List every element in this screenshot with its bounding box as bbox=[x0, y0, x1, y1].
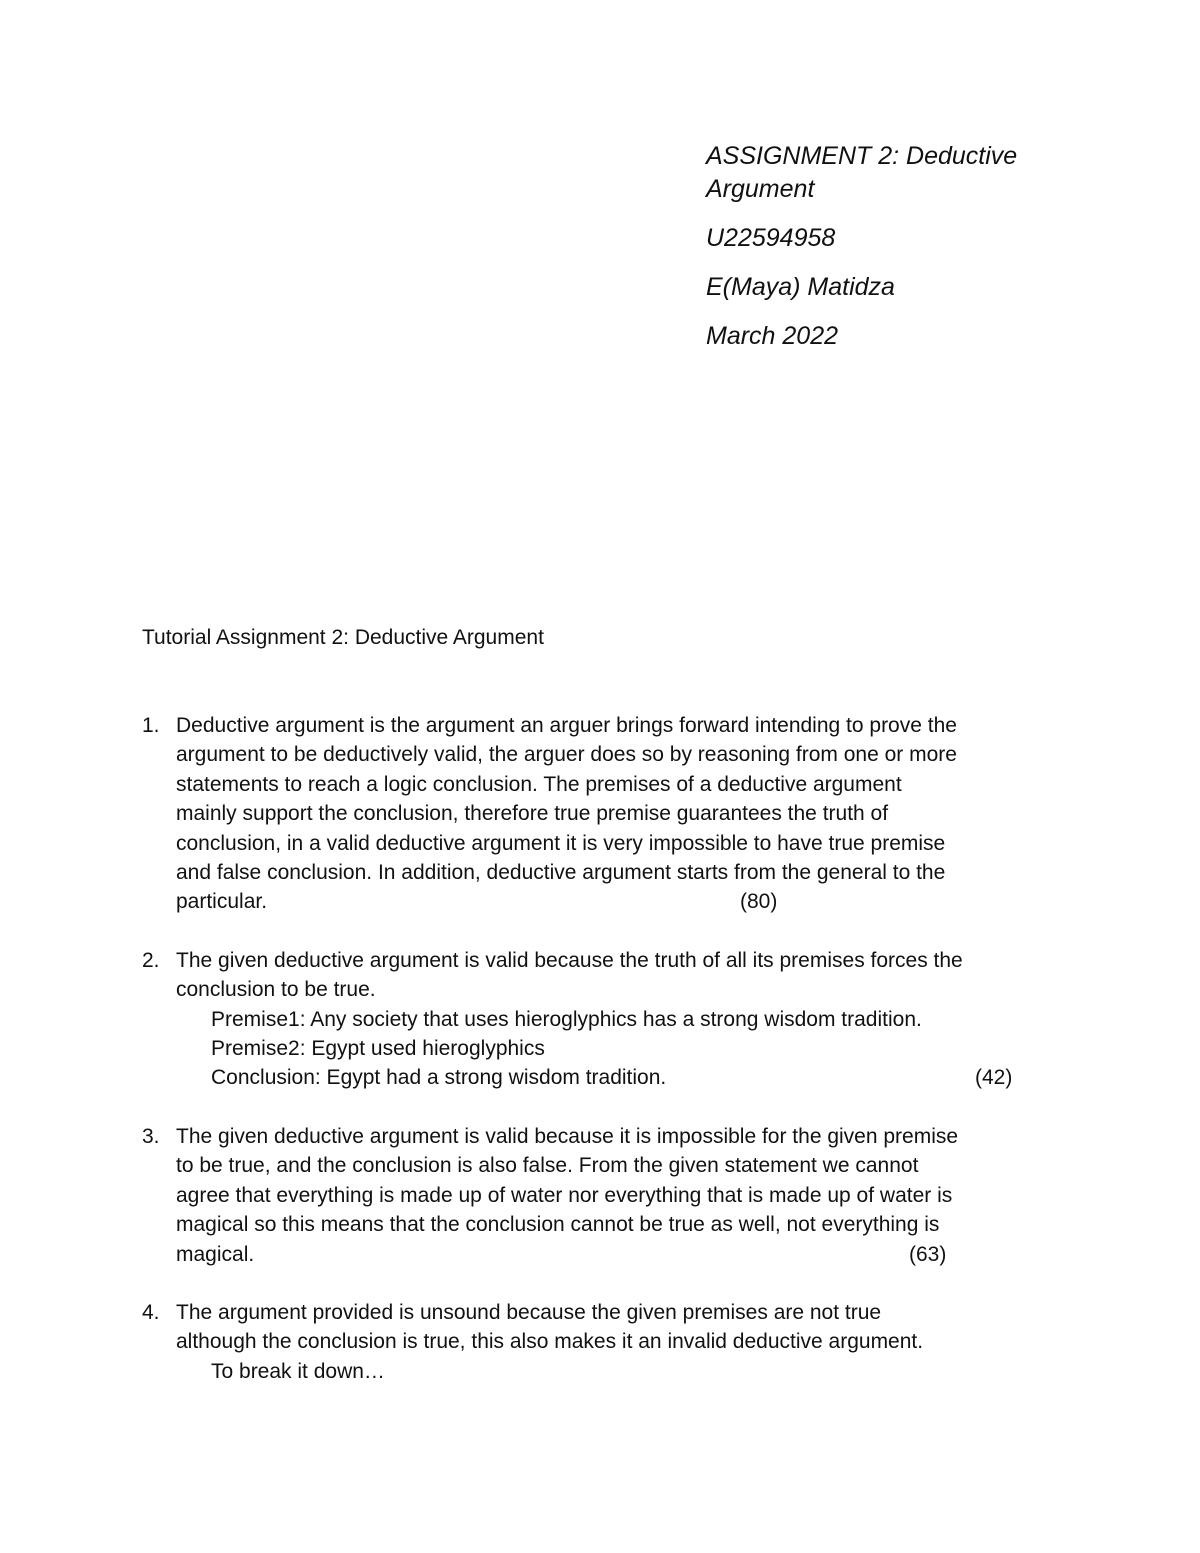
answer-line: statements to reach a logic conclusion. The premises of a deductive argument bbox=[176, 772, 902, 796]
answer-line: to be true, and the conclusion is also false. From the given statement we cannot bbox=[176, 1154, 919, 1178]
answer-last-line: magical. bbox=[176, 1242, 255, 1266]
title-block bbox=[706, 140, 1086, 369]
answer-line bbox=[176, 887, 1082, 916]
premise-1: Premise1: Any society that uses hieroglyphics has a strong wisdom tradition. bbox=[211, 1007, 922, 1031]
answer-number: 3. bbox=[142, 1124, 160, 1148]
answer-line: agree that everything is made up of water nor everything that is made up of water is bbox=[176, 1183, 953, 1207]
answer-line: The argument provided is unsound because the given premises are not true bbox=[176, 1300, 882, 1324]
answer-line: conclusion, in a valid deductive argument it is very impossible to have true premise bbox=[176, 831, 946, 855]
answer-4 bbox=[142, 1298, 1082, 1386]
tutorial-heading: Tutorial Assignment 2: Deductive Argument bbox=[142, 626, 544, 649]
conclusion-line bbox=[176, 1063, 1082, 1092]
answer-line bbox=[176, 1240, 1082, 1269]
answer-list bbox=[142, 711, 1082, 1415]
premise-2: Premise2: Egypt used hieroglyphics bbox=[211, 1037, 545, 1061]
answer-2 bbox=[142, 946, 1082, 1093]
answer-number: 4. bbox=[142, 1300, 160, 1324]
conclusion: Conclusion: Egypt had a strong wisdom tradition. bbox=[211, 1066, 667, 1090]
assignment-title-line1: ASSIGNMENT 2: Deductive bbox=[706, 142, 1018, 170]
answer-last-line: particular. bbox=[176, 890, 268, 914]
answer-number: 1. bbox=[142, 714, 160, 737]
breakdown-line: To break it down… bbox=[211, 1359, 385, 1383]
answer-line: magical so this means that the conclusion cannot be true as well, not everything is bbox=[176, 1213, 940, 1237]
mark-score: (63) bbox=[909, 1242, 947, 1266]
student-number: U22594958 bbox=[706, 224, 836, 252]
answer-line: Deductive argument is the argument an arguer brings forward intending to prove the bbox=[176, 714, 957, 737]
mark-score: (42) bbox=[975, 1066, 1013, 1090]
answer-line: The given deductive argument is valid because it is impossible for the given premise bbox=[176, 1124, 959, 1148]
answer-line: mainly support the conclusion, therefore true premise guarantees the truth of bbox=[176, 802, 889, 826]
mark-score: (80) bbox=[740, 890, 778, 914]
submission-date: March 2022 bbox=[706, 322, 839, 350]
assignment-title-line2: Argument bbox=[706, 175, 815, 203]
answer-1 bbox=[142, 711, 1082, 917]
answer-line: although the conclusion is true, this also makes it an invalid deductive argument. bbox=[176, 1330, 924, 1354]
answer-3 bbox=[142, 1122, 1082, 1269]
student-name: E(Maya) Matidza bbox=[706, 273, 895, 301]
answer-line: argument to be deductively valid, the arguer does so by reasoning from one or more bbox=[176, 743, 957, 767]
answer-number: 2. bbox=[142, 948, 160, 972]
answer-line: and false conclusion. In addition, deductive argument starts from the general to the bbox=[176, 861, 946, 885]
answer-line: The given deductive argument is valid because the truth of all its premises forces the bbox=[176, 948, 963, 972]
answer-line: conclusion to be true. bbox=[176, 978, 376, 1002]
